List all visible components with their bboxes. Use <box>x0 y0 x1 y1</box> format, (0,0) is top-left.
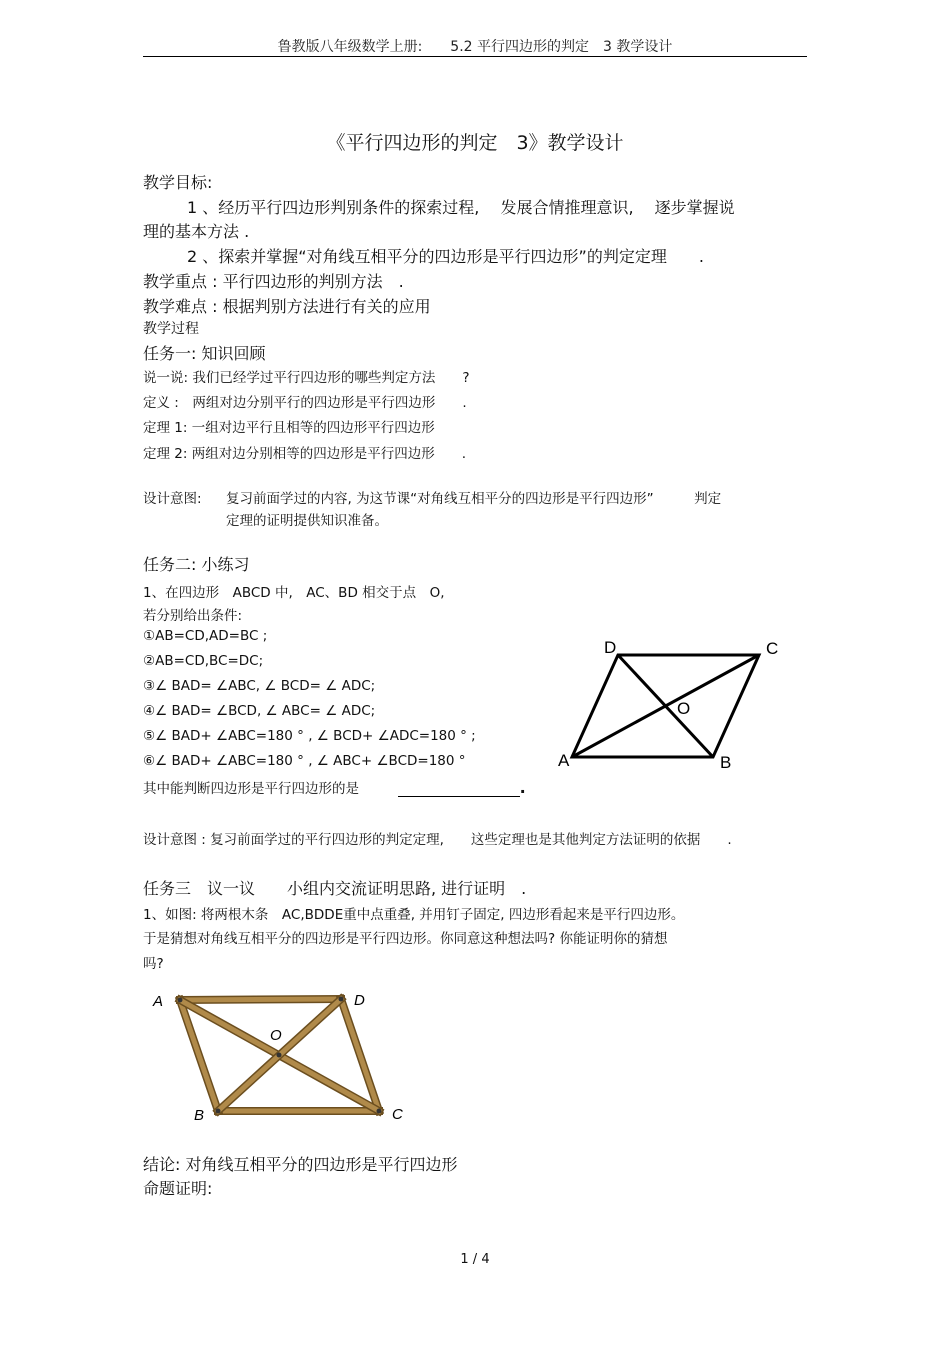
condition-1: ①AB=CD,AD=BC ; <box>143 628 268 644</box>
condition-4: ④∠ BAD= ∠BCD, ∠ ABC= ∠ ADC; <box>143 703 376 719</box>
page-header: 鲁教版八年级数学上册: 5.2 平行四边形的判定 3 教学设计 <box>277 39 673 55</box>
label-c: C <box>766 639 779 658</box>
label-b: B <box>720 753 732 772</box>
condition-3: ③∠ BAD= ∠ABC, ∠ BCD= ∠ ADC; <box>143 678 376 694</box>
task1-theorem-2: 定理 2: 两组对边分别相等的四边形是平行四边形 . <box>143 446 467 462</box>
goal-2: 2 、探索并掌握“对角线互相平分的四边形是平行四边形”的判定定理 . <box>187 247 704 266</box>
wood-label-a: A <box>153 993 164 1010</box>
task3-line-1: 1、如图: 将两根木条 AC,BDDE重中点重叠, 并用钉子固定, 四边形看起来是平行四边形。 <box>143 907 685 923</box>
answer-line <box>143 777 526 797</box>
goals-heading: 教学目标: <box>143 173 213 192</box>
parallelogram-figure <box>550 630 790 775</box>
answer-blank <box>398 782 520 797</box>
conclusion: 结论: 对角线互相平分的四边形是平行四边形 <box>143 1155 458 1174</box>
wood-label-b: B <box>194 1107 205 1124</box>
condition-2: ②AB=CD,BC=DC; <box>143 653 264 669</box>
nail-d <box>339 997 344 1002</box>
condition-5: ⑤∠ BAD+ ∠ABC=180 ° , ∠ BCD+ ∠ADC=180 ° ; <box>143 728 476 744</box>
task1-intent-line2: 定理的证明提供知识准备。 <box>226 513 388 529</box>
process-heading: 教学过程 <box>143 321 199 337</box>
task1-heading: 任务一: 知识回顾 <box>143 344 266 363</box>
task2-question-2: 若分别给出条件: <box>143 608 243 624</box>
label-d: D <box>604 638 617 657</box>
wood-label-o: O <box>270 1027 282 1044</box>
task2-heading: 任务二: 小练习 <box>143 555 250 574</box>
stick-ad <box>180 999 341 1000</box>
difficulty: 教学难点 : 根据判别方法进行有关的应用 <box>143 297 431 316</box>
header-rule <box>143 56 807 57</box>
key-point: 教学重点 : 平行四边形的判别方法 . <box>143 272 404 291</box>
nail-c <box>377 1109 382 1114</box>
nail-a <box>178 998 183 1003</box>
answer-end: . <box>519 778 526 797</box>
task3-line-3: 吗? <box>143 956 164 972</box>
task2-intent: 设计意图 : 复习前面学过的平行四边形的判定定理, 这些定理也是其他判定方法证明的依据 . <box>143 832 732 848</box>
nail-o <box>277 1053 282 1058</box>
wood-label-d: D <box>354 992 365 1009</box>
task1-definition: 定义 : 两组对边分别平行的四边形是平行四边形 . <box>143 395 467 411</box>
task3-heading: 任务三 议一议 小组内交流证明思路, 进行证明 . <box>143 879 527 898</box>
label-o: O <box>677 699 691 718</box>
document-title: 《平行四边形的判定 3》教学设计 <box>326 132 624 154</box>
task1-question: 说一说: 我们已经学过平行四边形的哪些判定方法 ? <box>143 370 470 386</box>
label-a: A <box>558 751 570 770</box>
proof-heading: 命题证明: <box>143 1179 213 1198</box>
diagonal-bd <box>618 655 713 757</box>
task1-intent-label: 设计意图: <box>143 491 202 507</box>
answer-prompt: 其中能判断四边形是平行四边形的是 <box>143 781 359 797</box>
page-number: 1 / 4 <box>460 1252 490 1267</box>
nail-b <box>216 1109 221 1114</box>
task1-intent-line1: 复习前面学过的内容, 为这节课“对角线互相平分的四边形是平行四边形” 判定 <box>226 491 722 507</box>
task3-line-2: 于是猜想对角线互相平分的四边形是平行四边形。你同意这种想法吗? 你能证明你的猜想 <box>143 931 668 947</box>
condition-6: ⑥∠ BAD+ ∠ABC=180 ° , ∠ ABC+ ∠BCD=180 ° <box>143 753 466 769</box>
task2-question-1: 1、在四边形 ABCD 中, AC、BD 相交于点 O, <box>143 585 445 601</box>
goal-1: 1 、经历平行四边形判别条件的探索过程, 发展合情推理意识, 逐步掌握说 <box>187 198 735 217</box>
wooden-sticks-figure <box>145 985 415 1125</box>
task1-theorem-1: 定理 1: 一组对边平行且相等的四边形平行四边形 <box>143 420 435 436</box>
goal-1-continued: 理的基本方法 . <box>143 222 250 241</box>
wood-label-c: C <box>392 1106 403 1123</box>
